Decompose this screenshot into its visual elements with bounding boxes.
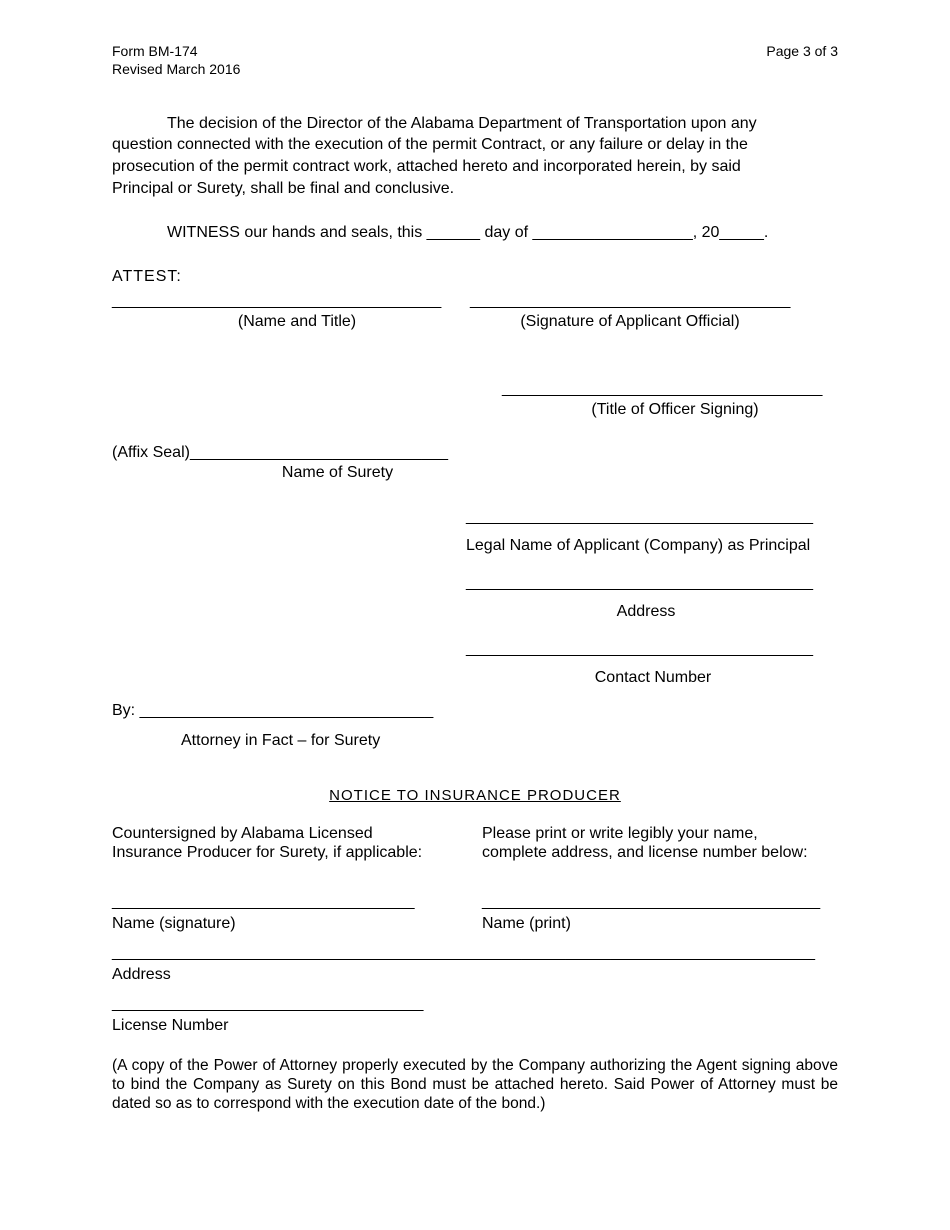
name-title-label: (Name and Title) xyxy=(237,313,357,330)
revised-date: Revised March 2016 xyxy=(112,61,241,77)
contact-line: _______________________________________ xyxy=(466,640,814,657)
signature-official-label: (Signature of Applicant Official) xyxy=(520,313,740,330)
title-officer-label: (Title of Officer Signing) xyxy=(591,401,759,418)
contact-label: Contact Number xyxy=(594,669,712,686)
principal-address-label: Address xyxy=(616,603,676,620)
notice-left-line-1: Countersigned by Alabama Licensed xyxy=(112,825,373,842)
license-number-label: License Number xyxy=(112,1017,229,1034)
attest-name-line: _____________________________________ xyxy=(112,292,442,309)
by-line: By: _________________________________ xyxy=(112,702,434,719)
principal-address-line: _______________________________________ xyxy=(466,574,814,591)
paragraph-line-2: question connected with the execution of the permit Contract, or any failure or delay in the xyxy=(112,136,748,153)
notice-title: NOTICE TO INSURANCE PRODUCER xyxy=(329,787,621,804)
paragraph-line-4: Principal or Surety, shall be final and conclusive. xyxy=(112,180,455,197)
attest-signature-line: ____________________________________ xyxy=(470,292,791,309)
notice-right-line-2: complete address, and license number below: xyxy=(482,844,808,861)
name-of-surety-label: Name of Surety xyxy=(281,464,394,481)
title-officer-line: ____________________________________ xyxy=(502,380,823,397)
paragraph-line-1: The decision of the Director of the Alabama Department of Transportation upon any xyxy=(167,115,757,132)
producer-address-label: Address xyxy=(112,966,171,983)
form-number: Form BM-174 xyxy=(112,43,198,59)
producer-signature-line: __________________________________ xyxy=(112,893,415,910)
witness-line: WITNESS our hands and seals, this ______ day of __________________, 20_____. xyxy=(167,224,769,241)
license-line: ___________________________________ xyxy=(112,995,424,1012)
notice-left-line-2: Insurance Producer for Surety, if applicable: xyxy=(112,844,423,861)
legal-name-label: Legal Name of Applicant (Company) as Principal xyxy=(466,537,811,554)
paragraph-line-3: prosecution of the permit contract work, attached hereto and incorporated herein, by said xyxy=(112,158,741,175)
power-of-attorney-note: (A copy of the Power of Attorney properly executed by the Company authorizing the Agent signing above to bind the Company as Surety on this Bond must be attached hereto. Said Power of Attorney must be dated so as to correspond with the execution date of the bond.) xyxy=(112,1057,838,1112)
attorney-in-fact-label: Attorney in Fact – for Surety xyxy=(181,732,381,749)
name-print-label: Name (print) xyxy=(482,915,571,932)
notice-right-line-1: Please print or write legibly your name, xyxy=(482,825,758,842)
name-signature-label: Name (signature) xyxy=(112,915,236,932)
attest-label: ATTEST: xyxy=(112,268,182,285)
affix-seal-line: (Affix Seal)_____________________________ xyxy=(112,444,449,461)
producer-address-line: _______________________________________________________________________________ xyxy=(112,944,815,961)
page-number: Page 3 of 3 xyxy=(766,43,838,59)
producer-print-line: ______________________________________ xyxy=(482,893,821,910)
legal-name-line: _______________________________________ xyxy=(466,508,814,525)
